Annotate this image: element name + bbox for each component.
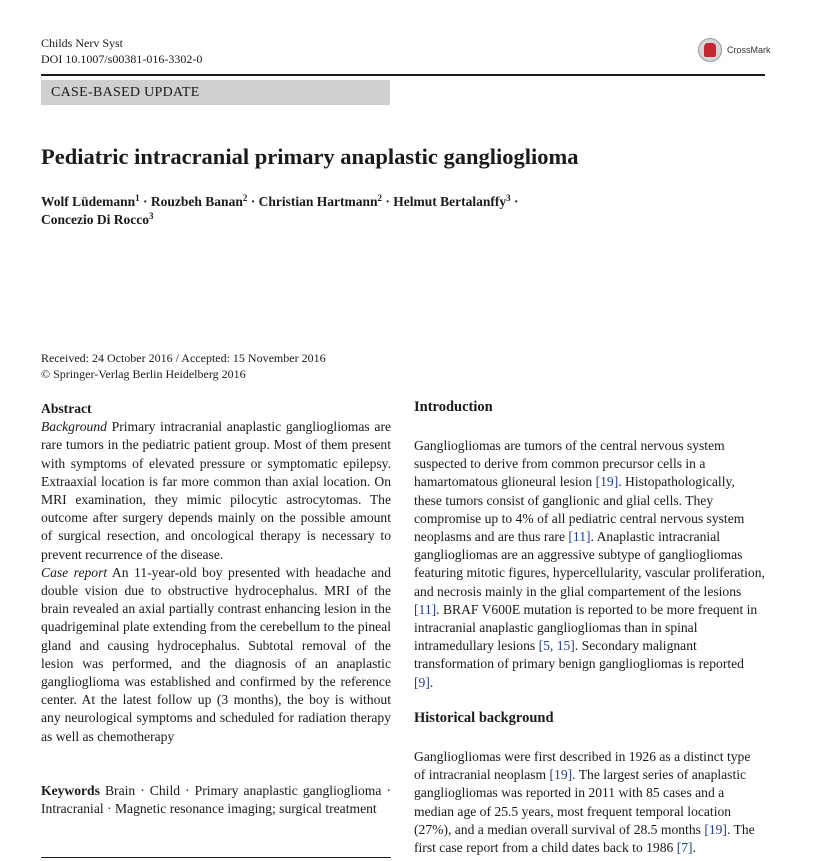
doi[interactable]: DOI 10.1007/s00381-016-3302-0 <box>41 52 203 66</box>
body-text: . <box>429 674 434 690</box>
background-text: Primary intracranial anaplastic gangliogliomas are rare tumors in the pediatric patient group. Most of them present with symptoms of elevated pressure or symptomatic epilepsy. Extraaxial location is far more common than axial location. On MRI examination, they mimic pilocytic astrocytomas. The outcome after surgery depends mainly on the possible amount of surgical resection, and oncological therapy is necessary to prevent recurrence of the disease. <box>41 419 391 562</box>
header-rule <box>41 74 765 76</box>
historical-background-heading: Historical background <box>414 710 554 726</box>
abstract-heading: Abstract <box>41 401 92 416</box>
citation-link[interactable]: [11] <box>568 529 591 545</box>
body-text: Gangliogliomas were first described in 1926 as a distinct type of intracranial neoplasm <box>414 749 751 783</box>
author-name[interactable]: Concezio Di Rocco <box>41 212 149 227</box>
body-text: . Histopathologically, these tumors consist of ganglionic and glial cells. They compromise up to 4% of all pediatric central nervous system neoplasms and are thus rare <box>414 474 745 545</box>
footer-rule <box>41 857 391 858</box>
author-name[interactable]: Christian Hartmann <box>258 194 378 209</box>
author-name[interactable]: Helmut Bertalanffy <box>393 194 507 209</box>
copyright: © Springer-Verlag Berlin Heidelberg 2016 <box>41 367 246 381</box>
crossmark-badge[interactable] <box>698 38 771 64</box>
citation-link[interactable]: [19] <box>595 474 619 490</box>
keywords-text: Brain · Child · Primary anaplastic ganglioglioma · Intracranial · Magnetic resonance imaging; surgical treatment <box>41 783 391 817</box>
body-text: . The first case report from a child dates back to 1986 <box>414 821 755 856</box>
author-name[interactable]: Rouzbeh Banan <box>150 194 243 209</box>
journal-header <box>41 35 202 67</box>
abstract <box>41 400 391 746</box>
author-affiliation: 3 <box>506 193 511 203</box>
citation-link[interactable]: [19] <box>704 821 727 837</box>
author-name[interactable]: Wolf Lüdemann <box>41 194 136 209</box>
article-title: Pediatric intracranial primary anaplastic ganglioglioma <box>41 144 579 169</box>
keywords-label: Keywords <box>41 783 100 798</box>
citation-link[interactable]: [11] <box>414 601 437 617</box>
crossmark-label: CrossMark <box>727 45 771 55</box>
author-list: Wolf Lüdemann$^1$ · Rouzbeh Banan$^2$ · Christian Hartmann$^2$ · Helmut Bertalanffy$^3$ · Concezio Di Rocco$^3$ <box>41 193 519 227</box>
case-report-label: Case report <box>41 564 108 580</box>
publication-dates <box>41 350 326 382</box>
background-label: Background <box>41 419 107 435</box>
author-affiliation: 2 <box>377 193 382 203</box>
abstract-case-report <box>41 564 391 746</box>
keywords <box>41 782 391 818</box>
body-text: . Secondary malignant transformation of primary benign gangliogliomas is reported <box>414 638 744 672</box>
journal-name: Childs Nerv Syst <box>41 36 124 50</box>
received-accepted: Received: 24 October 2016 / Accepted: 15 November 2016 <box>41 351 326 365</box>
introduction-heading: Introduction <box>414 399 493 415</box>
historical-background-body <box>414 748 765 857</box>
introduction-body <box>414 437 765 692</box>
body-text: . The largest series of anaplastic gangliogliomas was reported in 2011 with 85 cases and a median age of 25.5 years, most frequent temporal location (27%), and a median overall survival of 28.5 months <box>414 767 747 837</box>
case-report-text: An 11-year-old boy presented with headache and double vision due to obstructive hydrocephalus. MRI of the brain revealed an axial partially contrast enhancing lesion in the quadrigeminal plate extending from the cerebellum to the pineal gland and causing hydrocephalus. Subtotal removal of the lesion was performed, and the diagnosis of an anaplastic ganglioglioma was established and confirmed by the reference center. At the latest follow up (3 months), the boy is without any neurological symptoms and scheduled for radiation therapy as well as chemotherapy <box>41 564 391 744</box>
crossmark-icon <box>698 38 722 62</box>
body-text: Gangliogliomas are tumors of the central nervous system suspected to derive from common precursor cells in a hamartomatous glioneural lesion <box>414 438 725 490</box>
citation-link[interactable]: [5, 15] <box>538 638 575 654</box>
section-banner: CASE-BASED UPDATE <box>41 80 390 105</box>
author-affiliation: 1 <box>135 193 140 203</box>
body-text: . BRAF V600E mutation is reported to be more frequent in intracranial anaplastic gangliogliomas than in spinal intramedullary lesions <box>414 601 758 654</box>
abstract-background <box>41 418 391 564</box>
citation-link[interactable]: [7] <box>676 840 693 856</box>
body-text: . <box>692 840 696 856</box>
author-affiliation: 3 <box>148 211 154 221</box>
citation-link[interactable]: [9] <box>414 674 430 690</box>
author-affiliation: 2 <box>242 193 248 203</box>
citation-link[interactable]: [19] <box>549 767 573 783</box>
body-text: . Anaplastic intracranial gangliogliomas are an aggressive subtype of gangliogliomas featuring mitotic figures, hypercellularity, vascular proliferation, and necrosis mainly in the glial compartement of the lesions <box>414 529 765 599</box>
